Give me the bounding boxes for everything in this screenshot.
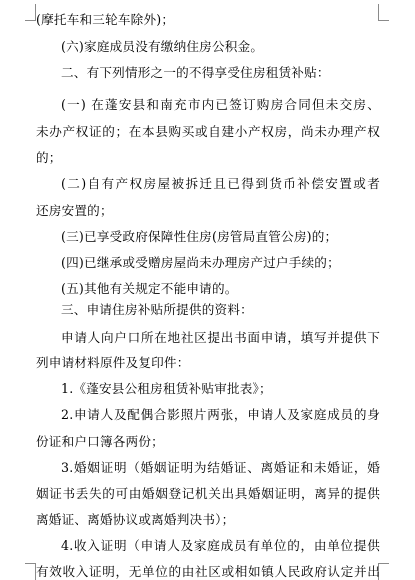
crop-mark-bottom-left [25,563,36,580]
text-line: (六)家庭成员没有缴纳住房公积金。 [61,39,264,54]
text-line: 离婚证、离婚协议或离婚判决书）； [36,512,235,527]
text-line: (一) 在蓬安县和南充市内已签订购房合同但未交房、 [61,97,380,112]
text-line: 的； [36,150,62,165]
text-line: 1.《蓬安县公租房租赁补贴审批表》； [61,381,272,396]
text-line: 姻证书丢失的可由婚姻登记机关出具婚姻证明，离异的提供 [36,486,380,501]
section-heading: 三、申请住房补贴所提供的资料： [61,302,253,317]
text-line: (三)已享受政府保障性住房(房管局直管公房)的； [61,229,338,244]
text-line: 有效收入证明，无单位的由社区或相如镇人民政府认定并出 [36,564,380,579]
crop-mark-top-left [25,4,36,21]
section-heading: 二、有下列情形之一的不得享受住房租赁补贴： [61,65,330,80]
text-line: 申请人向户口所在地社区提出书面申请，填写并提供下 [61,330,380,345]
text-line: 还房安置的； [36,203,113,218]
text-line: 2.申请人及配偶合影照片两张，申请人及家庭成员的身 [61,407,380,422]
text-line: 列申请材料原件及复印件： [36,355,190,370]
text-line: 4.收入证明（申请人及家庭成员有单位的，由单位提供 [61,538,380,553]
text-line: (四)已继承或受赠房屋尚未办理房产过户手续的； [61,255,340,270]
text-line: (摩托车和三轮车除外)； [36,12,175,27]
text-line: (五)其他有关规定不能申请的。 [61,281,238,296]
text-line: 未办产权证的；在本县购买或自建小产权房，尚未办理产权 [36,124,380,139]
text-line: 份证和户口簿各两份； [36,434,164,449]
text-line: (二)自有产权房屋被拆迁且已得到货币补偿安置或者 [61,176,380,191]
text-line: 3.婚姻证明（婚姻证明为结婚证、离婚证和未婚证，婚 [61,460,380,475]
